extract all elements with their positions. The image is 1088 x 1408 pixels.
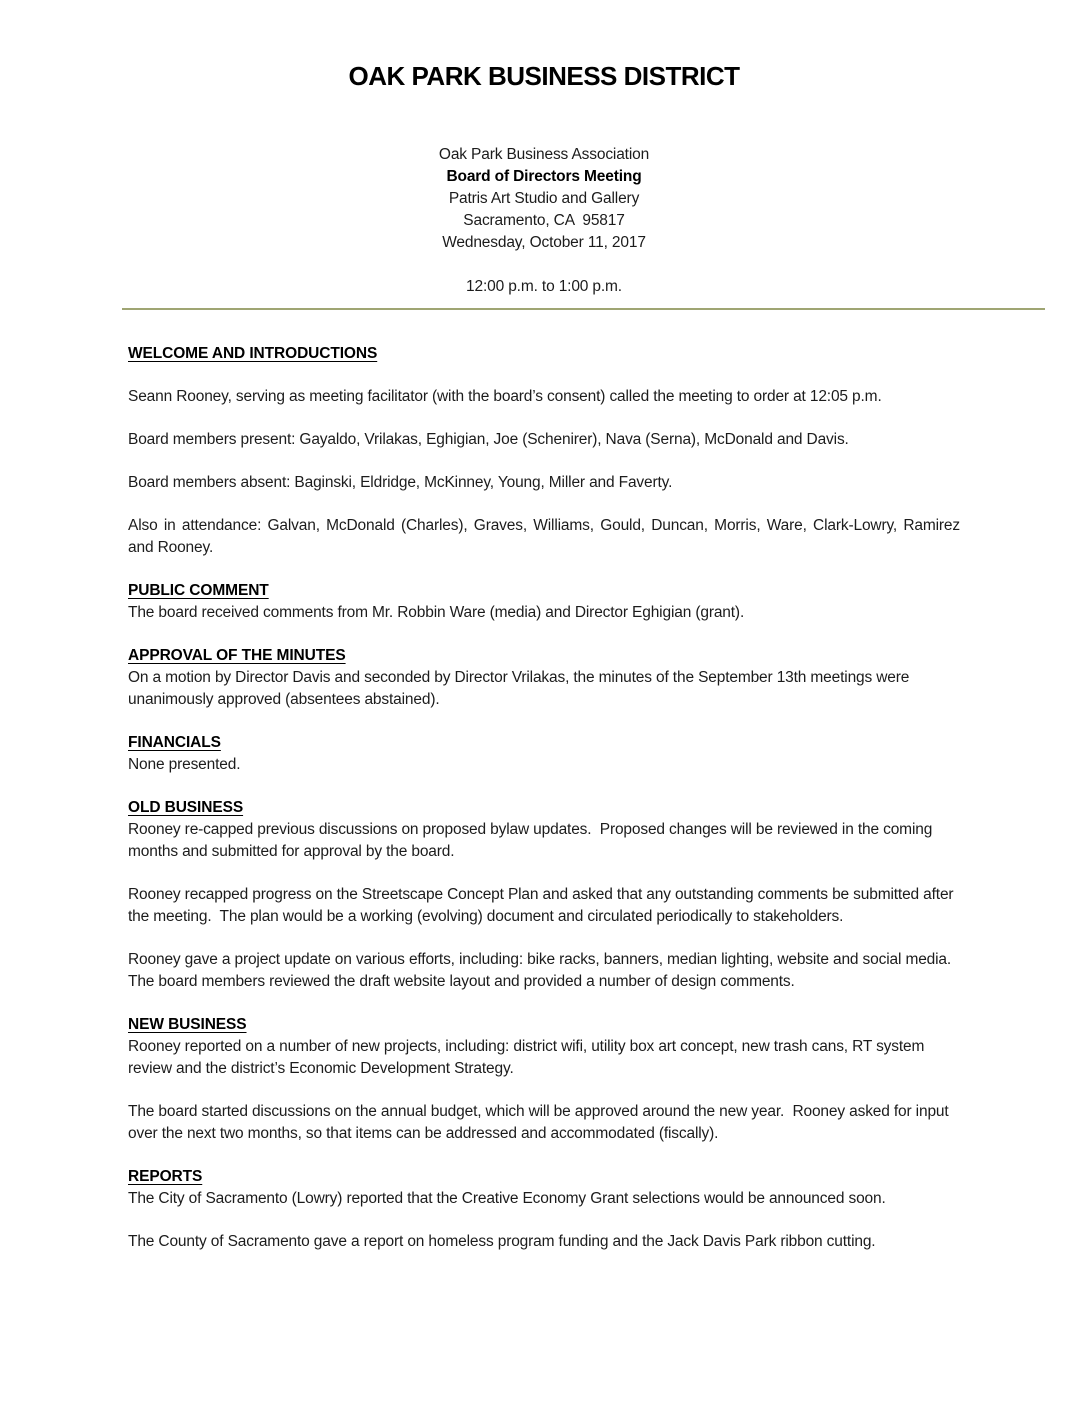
- section: [128, 797, 960, 993]
- meeting-info-line: Sacramento, CA 95817: [463, 212, 625, 229]
- section-heading: REPORTS: [128, 1168, 203, 1185]
- section-heading: NEW BUSINESS: [128, 1016, 247, 1033]
- section-heading: WELCOME AND INTRODUCTIONS: [128, 345, 378, 362]
- paragraph: Also in attendance: Galvan, McDonald (Charles), Graves, Williams, Gould, Duncan, Morris, Ware, Clark-Lowry, Ramirez and Rooney.: [128, 517, 960, 556]
- meeting-info-line: Oak Park Business Association: [438, 146, 650, 163]
- document-body: [128, 343, 960, 1253]
- paragraph: The City of Sacramento (Lowry) reported that the Creative Economy Grant selections would be announced soon.: [128, 1190, 886, 1207]
- meeting-info: [128, 144, 960, 254]
- paragraph: The board received comments from Mr. Robbin Ware (media) and Director Eghigian (grant).: [128, 604, 745, 621]
- section-heading: PUBLIC COMMENT: [128, 582, 269, 599]
- section: [128, 580, 960, 624]
- section-heading: APPROVAL OF THE MINUTES: [128, 647, 346, 664]
- meeting-info-line: Wednesday, October 11, 2017: [442, 234, 646, 251]
- meeting-time: 12:00 p.m. to 1:00 p.m.: [466, 278, 622, 295]
- section: [128, 1166, 960, 1253]
- header-divider: [122, 308, 1045, 310]
- paragraph: Rooney re-capped previous discussions on proposed bylaw updates. Proposed changes will be reviewed in the coming months and submitted for approval by the board.: [128, 821, 937, 860]
- section: [128, 1014, 960, 1145]
- section: [128, 343, 960, 559]
- paragraph: The board started discussions on the annual budget, which will be approved around the new year. Rooney asked for input over the next two months, so that items can be addressed and accommodated (fiscally).: [128, 1103, 953, 1142]
- section-heading: FINANCIALS: [128, 734, 221, 751]
- paragraph: Rooney gave a project update on various efforts, including: bike racks, banners, median lighting, website and social media. The board members reviewed the draft website layout and provided a number of design comments.: [128, 951, 960, 990]
- paragraph: Rooney reported on a number of new projects, including: district wifi, utility box art concept, new trash cans, RT system review and the district’s Economic Development Strategy.: [128, 1038, 929, 1077]
- paragraph: Seann Rooney, serving as meeting facilitator (with the board’s consent) called the meeting to order at 12:05 p.m.: [128, 388, 882, 405]
- section-heading: OLD BUSINESS: [128, 799, 244, 816]
- section: [128, 732, 960, 776]
- paragraph: On a motion by Director Davis and seconded by Director Vrilakas, the minutes of the September 13th meetings were unanimously approved (absentees abstained).: [128, 669, 914, 708]
- paragraph: Board members present: Gayaldo, Vrilakas, Eghigian, Joe (Schenirer), Nava (Serna), McDonald and Davis.: [128, 431, 849, 448]
- paragraph: The County of Sacramento gave a report on homeless program funding and the Jack Davis Park ribbon cutting.: [128, 1233, 876, 1250]
- section: [128, 645, 960, 711]
- paragraph: Rooney recapped progress on the Streetscape Concept Plan and asked that any outstanding comments be submitted after the meeting. The plan would be a working (evolving) document and circulated periodically to stakeholders.: [128, 886, 958, 925]
- meeting-info-line: Patris Art Studio and Gallery: [448, 190, 640, 207]
- paragraph: None presented.: [128, 756, 241, 773]
- document-title: OAK PARK BUSINESS DISTRICT: [348, 61, 740, 91]
- meeting-info-line: Board of Directors Meeting: [446, 168, 642, 185]
- paragraph: Board members absent: Baginski, Eldridge, McKinney, Young, Miller and Faverty.: [128, 474, 673, 491]
